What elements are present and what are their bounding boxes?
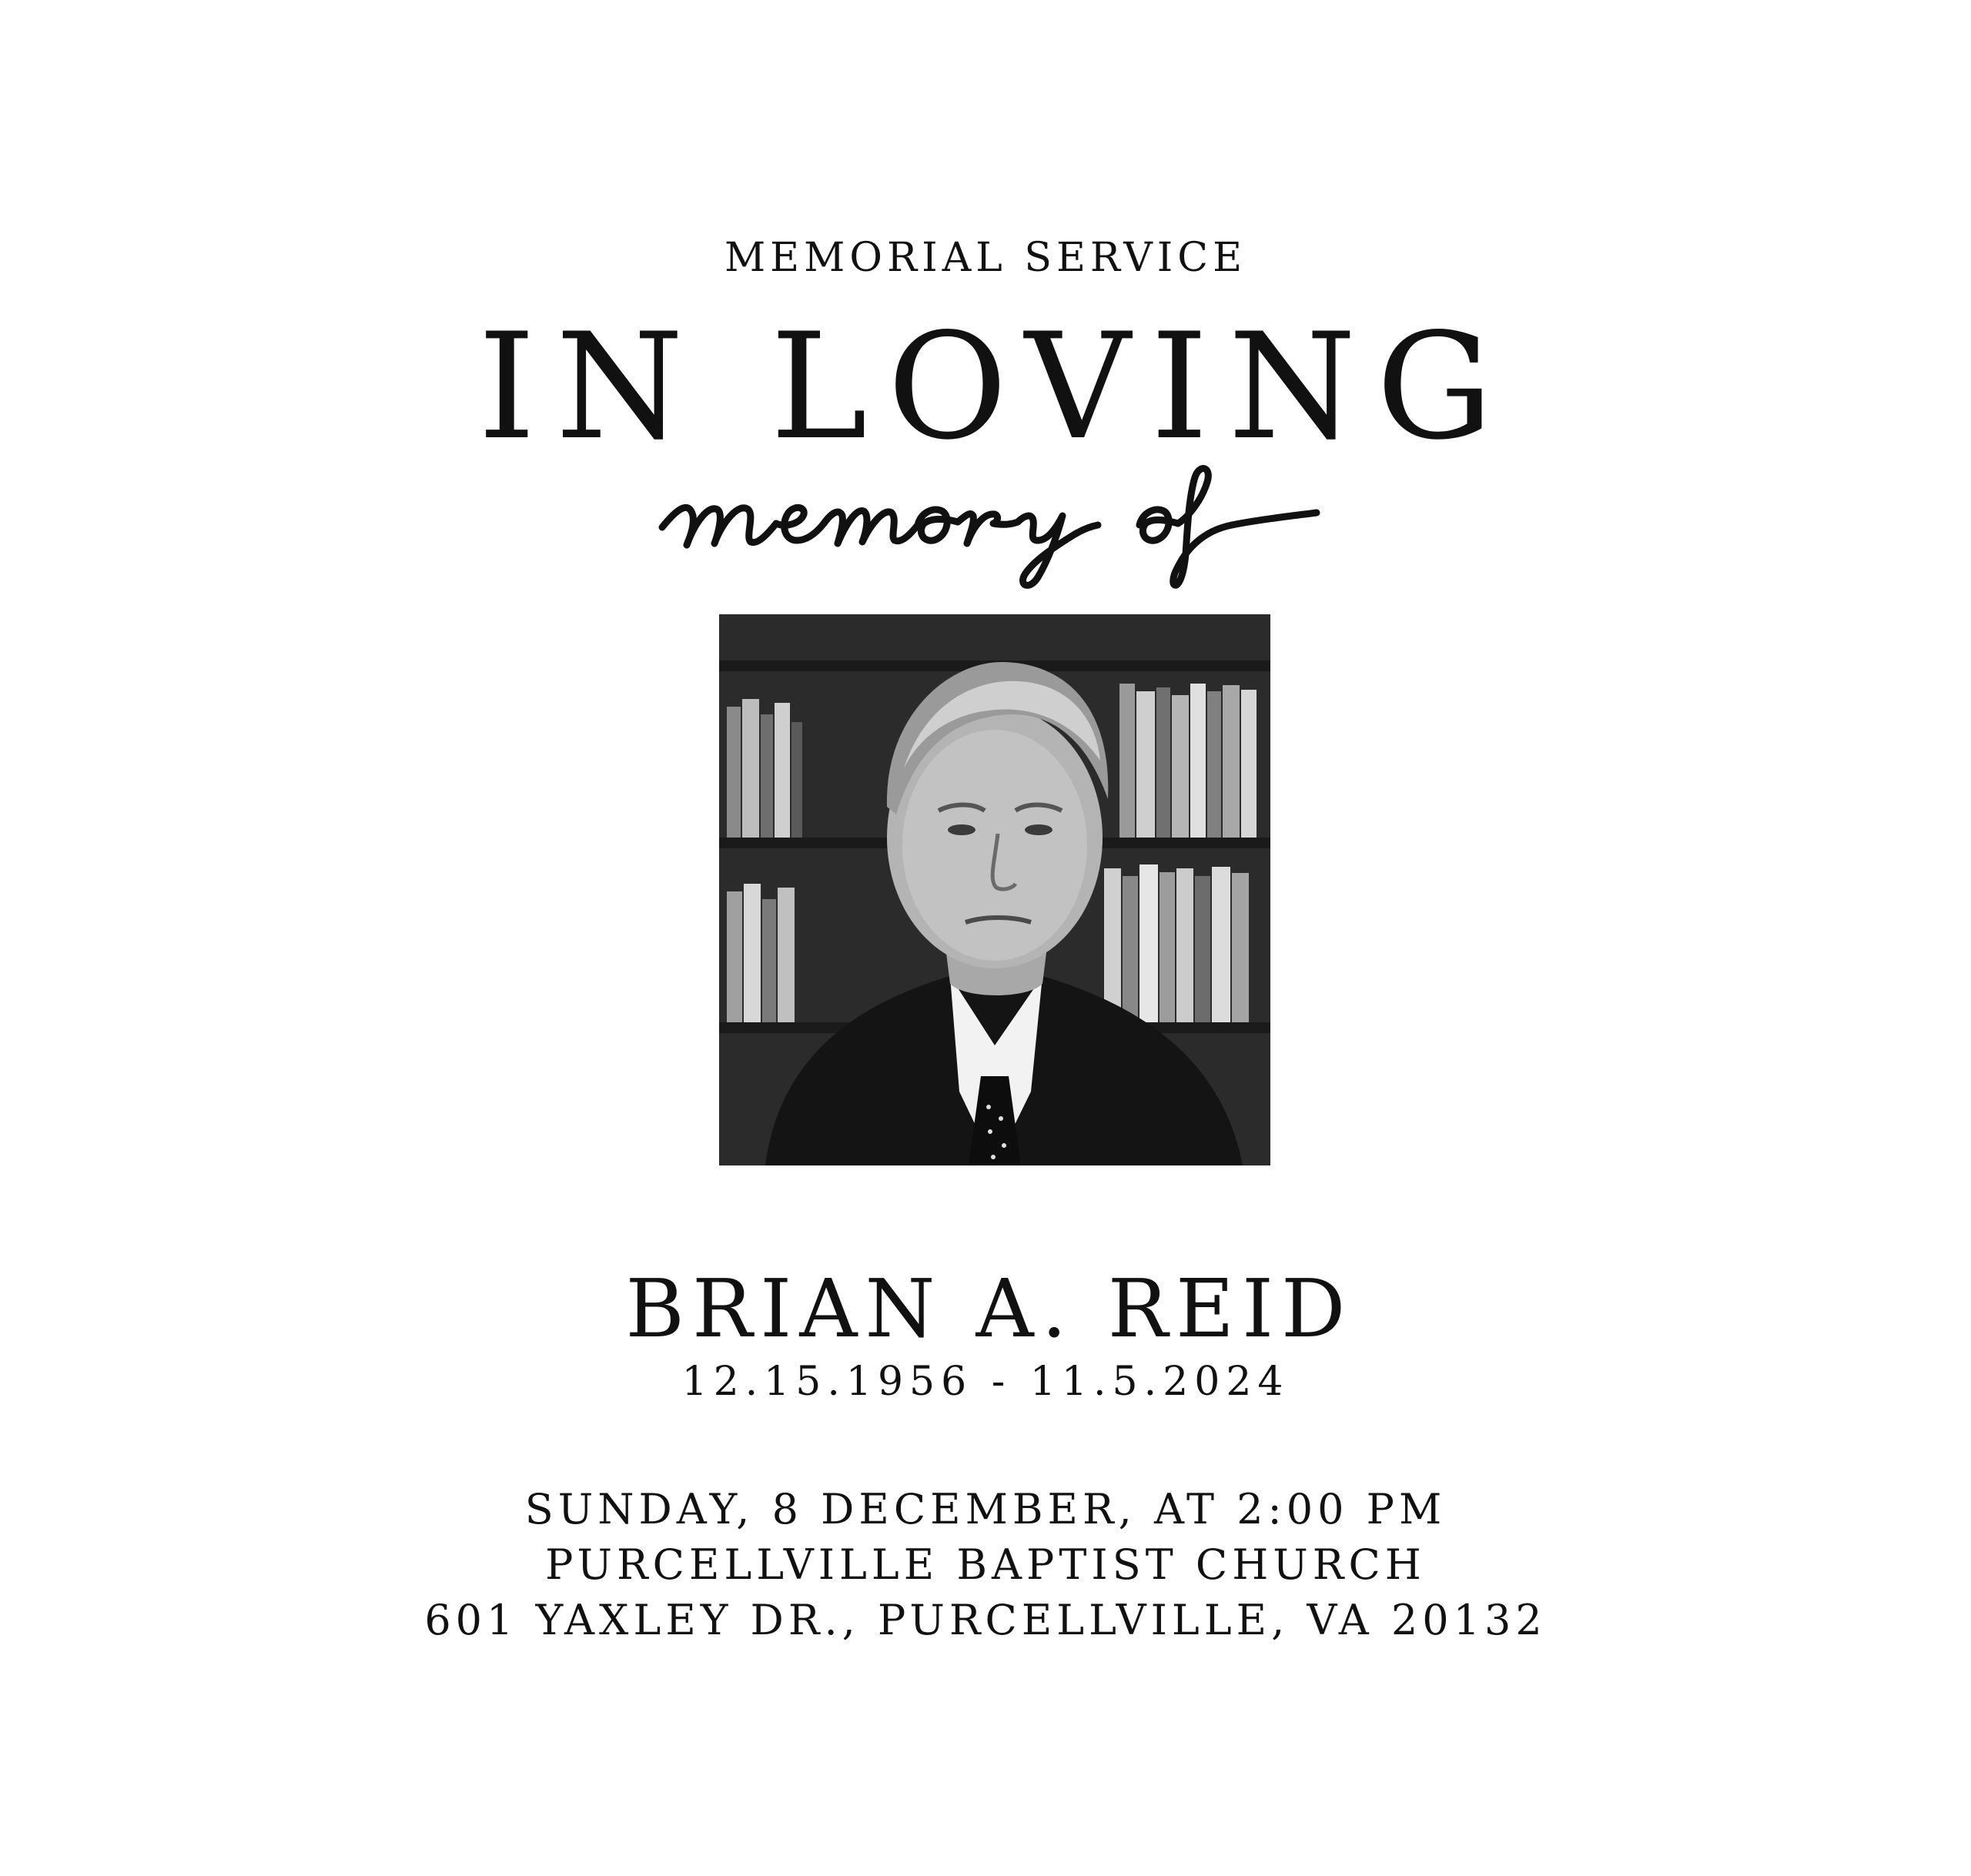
service-address: 601 YAXLEY DR., PURCELLVILLE, VA 20132 (424, 1596, 1547, 1644)
portrait-photo (719, 614, 1270, 1165)
eyebrow-title: MEMORIAL SERVICE (724, 235, 1247, 281)
life-dates: 12.15.1956 - 11.5.2024 (681, 1359, 1290, 1405)
headline: IN LOVING (477, 302, 1514, 472)
portrait-photo-art (719, 614, 1270, 1165)
script-line (0, 454, 1971, 593)
service-venue: PURCELLVILLE BAPTIST CHURCH (545, 1540, 1426, 1589)
deceased-name: BRIAN A. REID (625, 1262, 1354, 1356)
memory-of-script-art (647, 454, 1324, 593)
service-datetime: SUNDAY, 8 DECEMBER, AT 2:00 PM (524, 1485, 1447, 1533)
service-details (0, 1482, 1971, 1648)
